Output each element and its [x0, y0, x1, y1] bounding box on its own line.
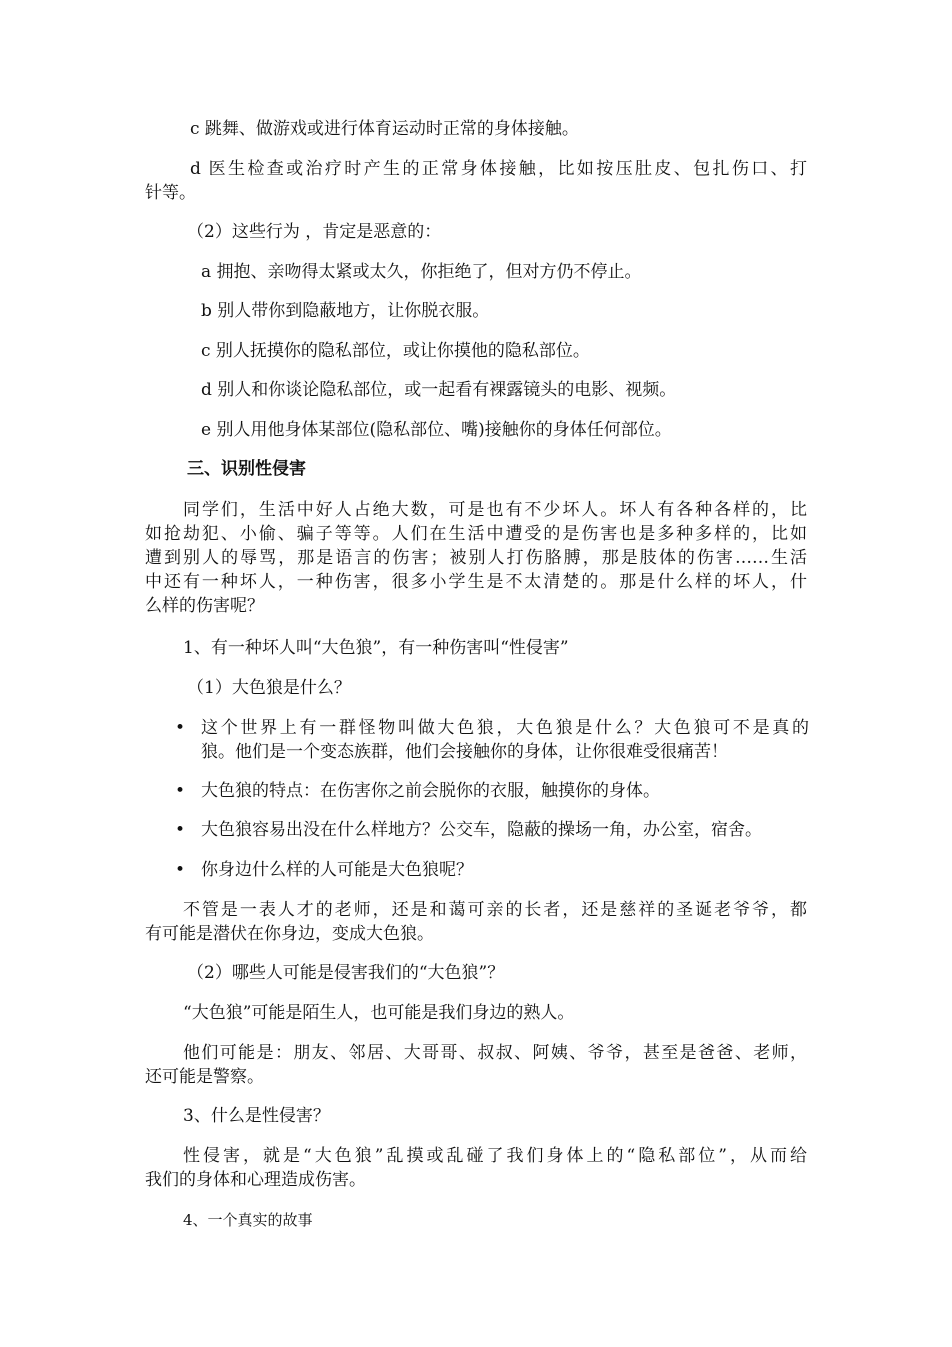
malicious-item-b: b 别人带你到隐蔽地方，让你脱衣服。	[201, 301, 490, 321]
malicious-behaviors-title: （2）这些行为 ，肯定是恶意的：	[187, 222, 442, 242]
paragraph-line: 这个世界上有一群怪物叫做大色狼，大色狼是什么？大色狼可不是真的	[201, 718, 809, 738]
paragraph-line: 同学们，生活中好人占绝大数，可是也有不少坏人。坏人有各种各样的，比	[183, 500, 807, 520]
paragraph-line: 不管是一表人才的老师，还是和蔼可亲的长者，还是慈祥的圣诞老爷爷，都	[183, 900, 807, 920]
possible-people-paragraph	[145, 1041, 807, 1089]
stranger-sentence: “大色狼”可能是陌生人，也可能是我们身边的熟人。	[183, 1003, 575, 1023]
item-four-title: 4、一个真实的故事	[183, 1211, 313, 1229]
bullet-dot: •	[175, 718, 186, 738]
section-three-heading: 三、识别性侵害	[187, 459, 306, 479]
bullet-dot: •	[175, 820, 186, 840]
item-three-title: 3、什么是性侵害？	[183, 1106, 330, 1126]
paragraph-line: 狼。他们是一个变态族群，他们会接触你的身体，让你很难受很痛苦！	[201, 742, 728, 762]
malicious-item-a: a 拥抱、亲吻得太紧或太久，你拒绝了，但对方仍不停止。	[201, 262, 642, 282]
item-one-subtitle-one: （1）大色狼是什么？	[187, 678, 351, 698]
normal-touch-item-d	[145, 157, 807, 205]
anyone-paragraph	[145, 898, 807, 946]
paragraph-line: 他们可能是：朋友、邻居、大哥哥、叔叔、阿姨、爷爷，甚至是爸爸、老师，	[183, 1043, 807, 1063]
paragraph-line: 我们的身体和心理造成伤害。	[145, 1170, 366, 1190]
malicious-item-d: d 别人和你谈论隐私部位，或一起看有裸露镜头的电影、视频。	[201, 380, 677, 400]
bullet-item-who-may-be-wolf: 你身边什么样的人可能是大色狼呢？	[201, 860, 473, 880]
malicious-item-c: c 别人抚摸你的隐私部位，或让你摸他的隐私部位。	[201, 341, 590, 361]
normal-touch-item-c: c 跳舞、做游戏或进行体育运动时正常的身体接触。	[190, 119, 579, 139]
paragraph-line: 中还有一种坏人，一种伤害，很多小学生是不太清楚的。那是什么样的坏人，什	[145, 572, 807, 592]
paragraph-line: 还可能是警察。	[145, 1067, 264, 1087]
bullet-item-wolf-traits: 大色狼的特点：在伤害你之前会脱你的衣服，触摸你的身体。	[201, 781, 660, 801]
paragraph-line: d 医生检查或治疗时产生的正常身体接触，比如按压肚皮、包扎伤口、打	[190, 159, 807, 179]
paragraph-line: 有可能是潜伏在你身边，变成大色狼。	[145, 924, 434, 944]
item-one-subtitle-two: （2）哪些人可能是侵害我们的“大色狼”？	[187, 963, 505, 983]
paragraph-line: 么样的伤害呢？	[145, 596, 264, 616]
paragraph-line: 遭到别人的辱骂，那是语言的伤害；被别人打伤胳膊，那是肢体的伤害……生活	[145, 548, 807, 568]
paragraph-line: 如抢劫犯、小偷、骗子等等。人们在生活中遭受的是伤害也是多种多样的，比如	[145, 524, 807, 544]
paragraph-line: 性侵害，就是“大色狼”乱摸或乱碰了我们身体上的“隐私部位”，从而给	[183, 1146, 807, 1166]
bullet-item-wolf-places: 大色狼容易出没在什么样地方？公交车，隐蔽的操场一角，办公室，宿舍。	[201, 820, 762, 840]
item-one-title: 1、有一种坏人叫“大色狼”，有一种伤害叫“性侵害”	[183, 638, 569, 658]
paragraph-line: 针等。	[145, 183, 196, 203]
definition-paragraph	[145, 1144, 807, 1192]
malicious-item-e: e 别人用他身体某部位(隐私部位、嘴)接触你的身体任何部位。	[201, 420, 672, 440]
intro-paragraph	[145, 498, 807, 618]
bullet-dot: •	[175, 781, 186, 801]
bullet-item-what-is-wolf	[201, 716, 809, 764]
bullet-dot: •	[175, 860, 186, 880]
